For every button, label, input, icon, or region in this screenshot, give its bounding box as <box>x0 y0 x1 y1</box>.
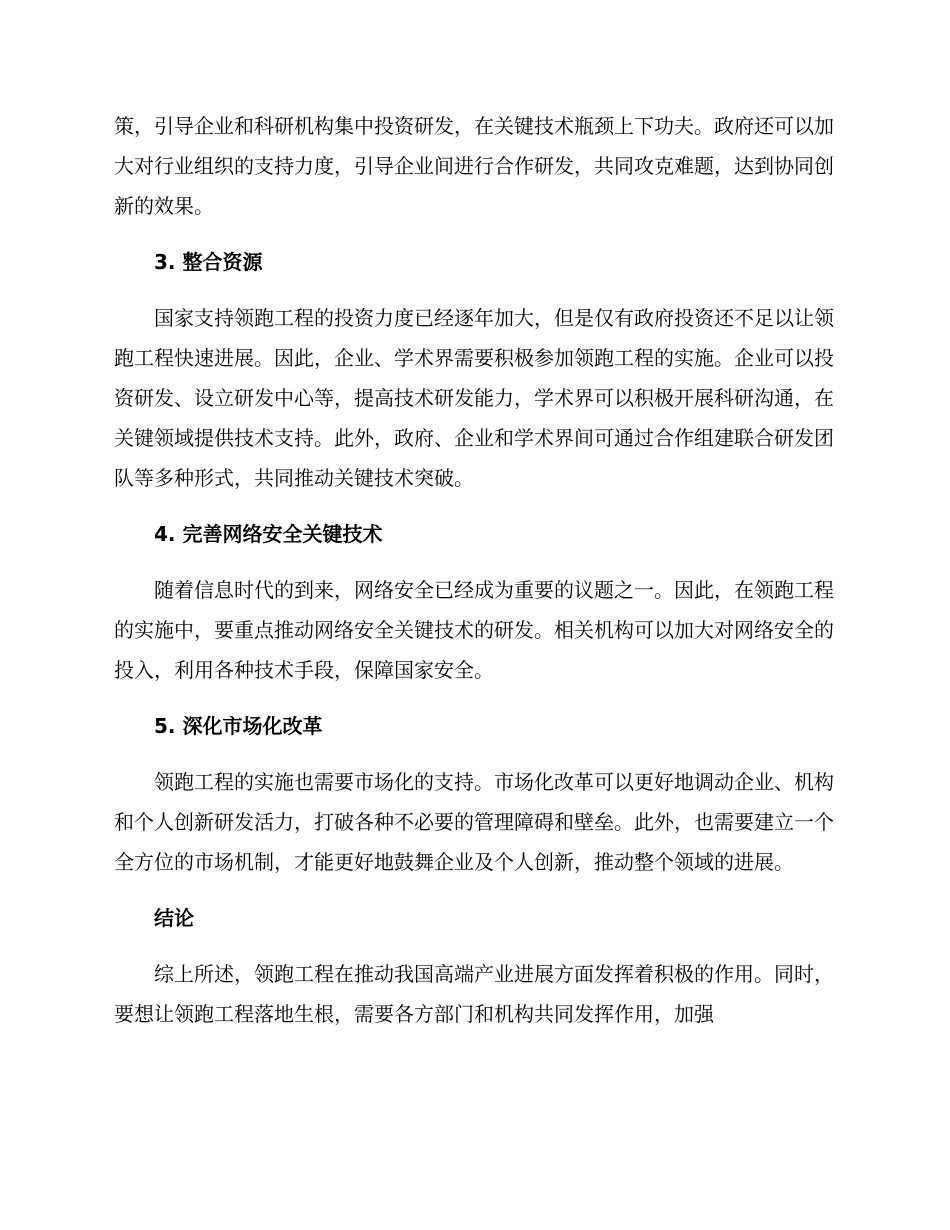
conclusion-heading: 结论 <box>154 906 194 930</box>
paragraph-network-security: 随着信息时代的到来，网络安全已经成为重要的议题之一。因此，在领跑工程的实施中，要重点推动网络安全关键技术的研发。相关机构可以加大对网络安全的投入，利用各种技术手段，保障国家安全。 <box>114 578 834 682</box>
document-page <box>114 106 834 1034</box>
section-heading-3: 3. 整合资源 <box>154 250 263 274</box>
paragraph-integrate-resources: 国家支持领跑工程的投资力度已经逐年加大，但是仅有政府投资还不足以让领跑工程快速进展。因此，企业、学术界需要积极参加领跑工程的实施。企业可以投资研发、设立研发中心等，提高技术研发能力，学术界可以积极开展科研沟通，在关键领域提供技术支持。此外，政府、企业和学术界间可通过合作组建联合研发团队等多种形式，共同推动关键技术突破。 <box>114 306 834 490</box>
section-heading-4: 4. 完善网络安全关键技术 <box>154 522 383 546</box>
section-heading-5: 5. 深化市场化改革 <box>154 714 323 738</box>
paragraph-conclusion: 综上所述，领跑工程在推动我国高端产业进展方面发挥着积极的作用。同时，要想让领跑工程落地生根，需要各方部门和机构共同发挥作用，加强 <box>114 962 834 1026</box>
paragraph-market-reform: 领跑工程的实施也需要市场化的支持。市场化改革可以更好地调动企业、机构和个人创新研发活力，打破各种不必要的管理障碍和壁垒。此外，也需要建立一个全方位的市场机制，才能更好地鼓舞企业及个人创新，推动整个领域的进展。 <box>114 770 834 874</box>
paragraph-continued: 策，引导企业和科研机构集中投资研发，在关键技术瓶颈上下功夫。政府还可以加大对行业组织的支持力度，引导企业间进行合作研发，共同攻克难题，达到协同创新的效果。 <box>114 114 834 218</box>
